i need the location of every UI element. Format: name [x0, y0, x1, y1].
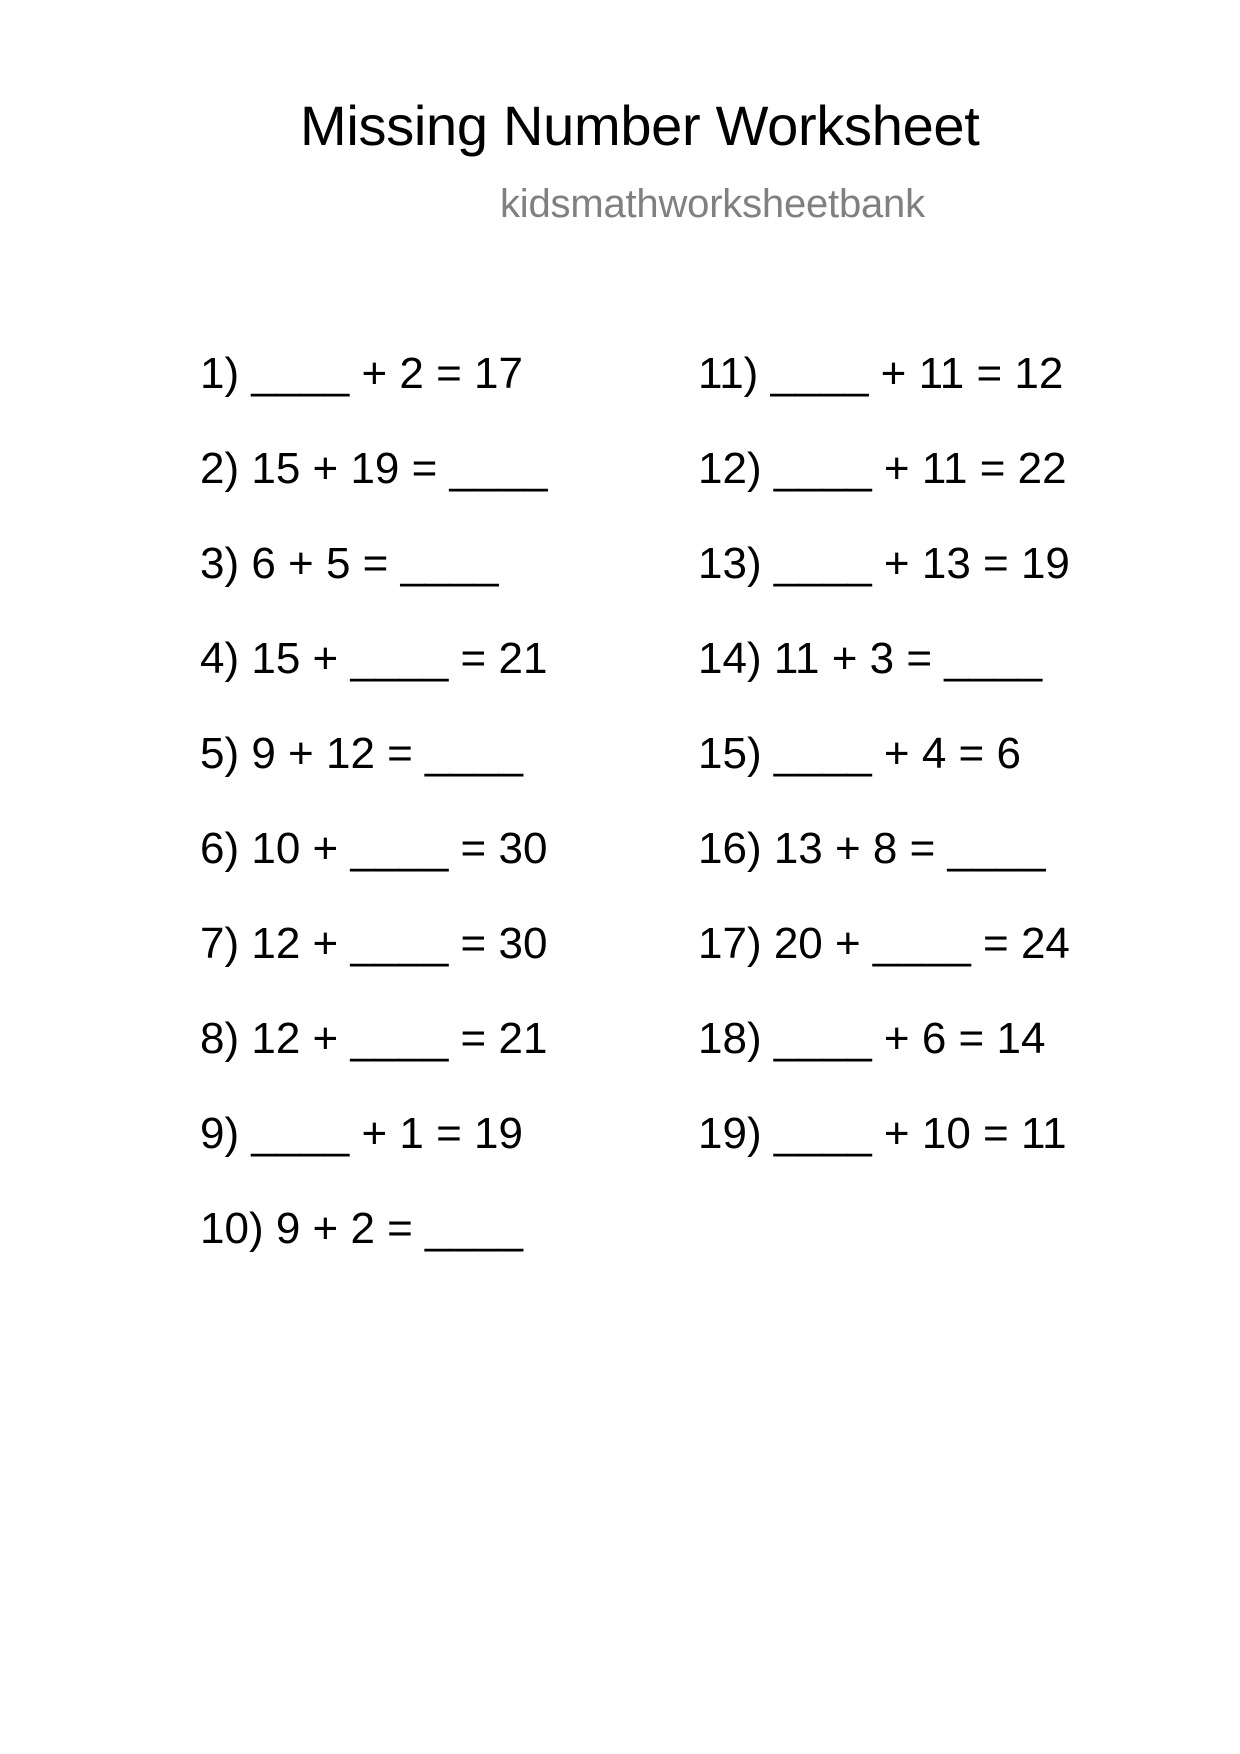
- problem-9: [200, 1109, 547, 1207]
- problem-number: 18): [698, 1014, 762, 1063]
- problem-19: [698, 1109, 1070, 1207]
- problem-number: 15): [698, 729, 762, 778]
- problem-number: 6): [200, 824, 240, 873]
- problem-equation: ____ + 10 = 11: [773, 1109, 1067, 1158]
- problem-14: [698, 634, 1070, 732]
- problem-equation: 15 + ____ = 21: [251, 634, 548, 683]
- problem-equation: ____ + 2 = 17: [251, 349, 523, 398]
- problem-number: 14): [698, 634, 762, 683]
- worksheet-source: kidsmathworksheetbank: [500, 182, 925, 226]
- problem-number: 3): [200, 539, 240, 588]
- problem-equation: ____ + 11 = 22: [773, 444, 1067, 493]
- problem-15: [698, 729, 1070, 827]
- problem-6: [200, 824, 548, 922]
- problem-7: [200, 919, 548, 1017]
- problem-10: [200, 1204, 547, 1302]
- problem-equation: ____ + 11 = 12: [770, 349, 1064, 398]
- problem-equation: 12 + ____ = 21: [251, 1014, 548, 1063]
- problem-number: 16): [698, 824, 762, 873]
- problem-equation: 9 + 12 = ____: [251, 729, 523, 778]
- problem-equation: 6 + 5 = ____: [251, 539, 499, 588]
- problem-11: [698, 349, 1070, 447]
- problem-1: [200, 349, 547, 447]
- problem-4: [200, 634, 548, 732]
- worksheet-title: Missing Number Worksheet: [300, 94, 980, 157]
- problem-number: 11): [698, 349, 759, 398]
- problem-number: 10): [200, 1204, 264, 1253]
- problem-equation: 13 + 8 = ____: [773, 824, 1046, 873]
- problem-number: 8): [200, 1014, 240, 1063]
- problem-equation: 11 + 3 = ____: [773, 634, 1043, 683]
- problem-equation: ____ + 6 = 14: [773, 1014, 1046, 1063]
- problem-18: [698, 1014, 1070, 1112]
- problem-equation: 12 + ____ = 30: [251, 919, 548, 968]
- problem-number: 5): [200, 729, 240, 778]
- problem-5: [200, 729, 547, 827]
- problem-equation: ____ + 4 = 6: [773, 729, 1021, 778]
- problem-number: 2): [200, 444, 240, 493]
- problem-17: [698, 919, 1070, 1017]
- problem-2: [200, 444, 548, 542]
- problem-equation: 20 + ____ = 24: [773, 919, 1070, 968]
- problem-number: 7): [200, 919, 240, 968]
- problem-equation: ____ + 1 = 19: [251, 1109, 523, 1158]
- problems-column-left: [200, 349, 548, 1302]
- problem-equation: 9 + 2 = ____: [275, 1204, 523, 1253]
- problem-13: [698, 539, 1070, 637]
- problem-number: 19): [698, 1109, 762, 1158]
- problem-number: 9): [200, 1109, 240, 1158]
- problem-number: 13): [698, 539, 762, 588]
- problem-number: 12): [698, 444, 762, 493]
- problem-number: 17): [698, 919, 762, 968]
- problem-equation: ____ + 13 = 19: [773, 539, 1070, 588]
- problem-number: 1): [200, 349, 240, 398]
- problems-column-right: [698, 349, 1070, 1207]
- problem-equation: 10 + ____ = 30: [251, 824, 548, 873]
- problem-number: 4): [200, 634, 240, 683]
- problem-16: [698, 824, 1070, 922]
- problem-12: [698, 444, 1070, 542]
- problem-equation: 15 + 19 = ____: [251, 444, 548, 493]
- problem-8: [200, 1014, 548, 1112]
- problem-3: [200, 539, 547, 637]
